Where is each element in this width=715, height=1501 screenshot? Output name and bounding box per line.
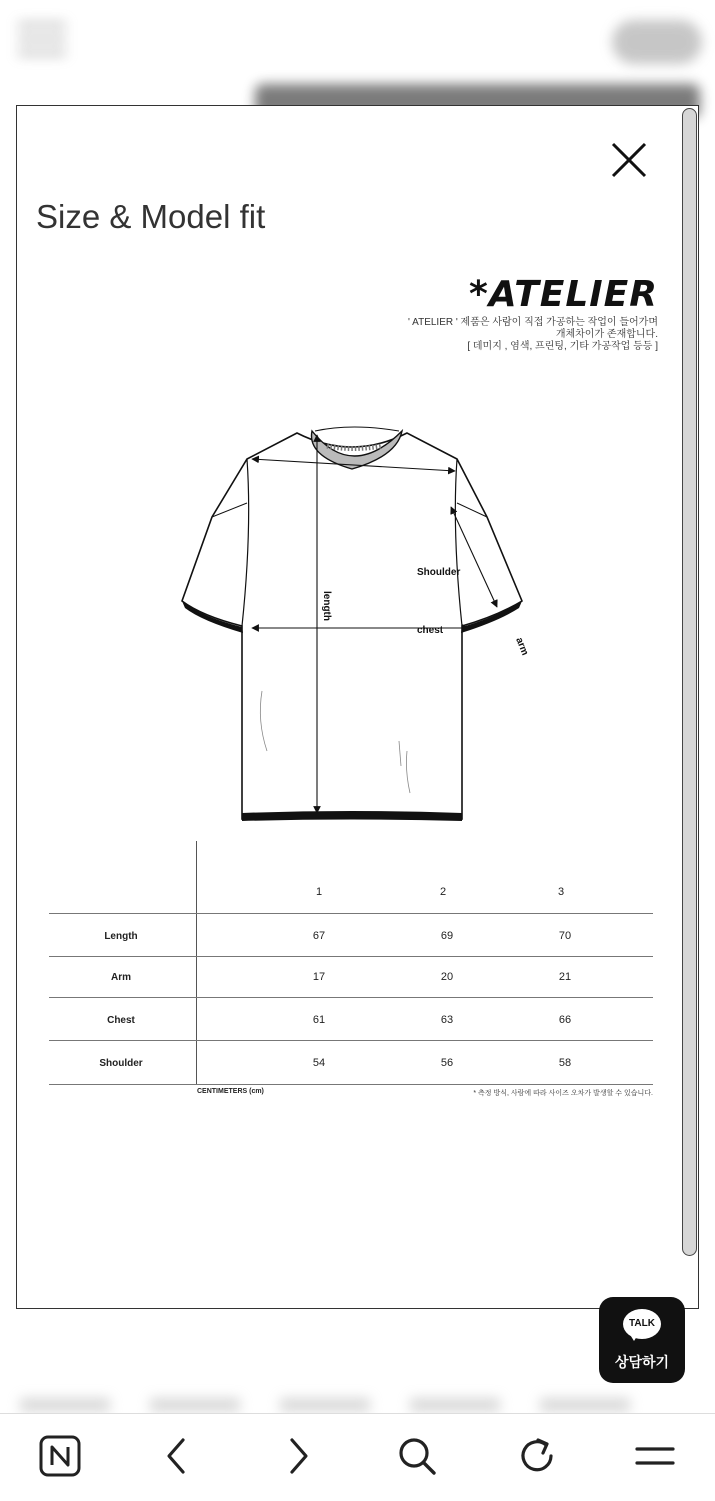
table-row [49, 1041, 653, 1085]
arm-label: arm [513, 636, 531, 658]
forward-icon [276, 1434, 320, 1478]
back-icon [155, 1434, 199, 1478]
table-row [49, 914, 653, 957]
size-modal [16, 105, 699, 1309]
cell-value: 58 [558, 1057, 572, 1069]
background-menu-icon [18, 22, 66, 62]
row-label: Chest [107, 1015, 135, 1026]
shoulder-label: Shoulder [417, 567, 461, 578]
background-header-icons [612, 20, 702, 64]
row-label: Shoulder [99, 1058, 143, 1069]
close-button[interactable] [607, 138, 651, 182]
cell-value: 67 [312, 930, 326, 942]
cell-value: 21 [558, 971, 572, 983]
cell-value: 17 [312, 971, 326, 983]
back-button[interactable] [155, 1434, 199, 1478]
row-label: Arm [110, 972, 131, 983]
header-size-2: 2 [439, 886, 447, 898]
modal-title: Size & Model fit [36, 198, 266, 235]
header-size-1: 1 [315, 886, 323, 898]
brand-note-line: 개체차이가 존재합니다. [555, 329, 658, 340]
modal-scrollbar[interactable] [682, 108, 697, 1256]
refresh-icon [515, 1434, 559, 1478]
cell-value: 63 [440, 1014, 454, 1026]
menu-icon [633, 1434, 677, 1478]
cell-value: 54 [312, 1057, 326, 1069]
unit-note: CENTIMETERS (cm) [197, 1088, 264, 1095]
talk-consult-button[interactable] [599, 1297, 685, 1383]
cell-value: 20 [440, 971, 454, 983]
refresh-button[interactable] [515, 1434, 559, 1478]
table-row [49, 998, 653, 1041]
background-footer [20, 1398, 640, 1412]
header-size-3: 3 [557, 886, 565, 898]
brand-note-line: [ 데미지 , 염색, 프린팅, 기타 가공작업 등등 ] [467, 341, 658, 352]
chest-label: chest [417, 625, 444, 636]
brand-note-line: ' ATELIER ' 제품은 사람이 직접 가공하는 작업이 들어가며 [408, 317, 658, 328]
cell-value: 61 [312, 1014, 326, 1026]
cell-value: 66 [558, 1014, 572, 1026]
tshirt-sketch [177, 421, 537, 826]
cell-value: 69 [440, 930, 454, 942]
talk-badge: TALK [623, 1309, 661, 1339]
table-header-row [49, 841, 653, 914]
search-button[interactable] [395, 1434, 439, 1478]
table-row [49, 957, 653, 998]
brand-note [408, 317, 658, 353]
talk-label: 상담하기 [614, 1354, 670, 1370]
close-icon [607, 138, 651, 182]
row-label: Length [104, 931, 138, 942]
search-icon [395, 1434, 439, 1478]
naver-home-button[interactable] [38, 1434, 82, 1478]
naver-home-icon [38, 1434, 82, 1478]
forward-button[interactable] [276, 1434, 320, 1478]
menu-button[interactable] [633, 1434, 677, 1478]
bottom-nav [0, 1413, 715, 1501]
cell-value: 56 [440, 1057, 454, 1069]
length-label: length [321, 591, 332, 621]
talk-bubble-tail [629, 1333, 639, 1341]
brand-logo: *ATELIER [468, 274, 658, 315]
measurement-disclaimer: * 측정 방식, 사람에 따라 사이즈 오차가 발생할 수 있습니다. [473, 1090, 653, 1097]
cell-value: 70 [558, 930, 572, 942]
